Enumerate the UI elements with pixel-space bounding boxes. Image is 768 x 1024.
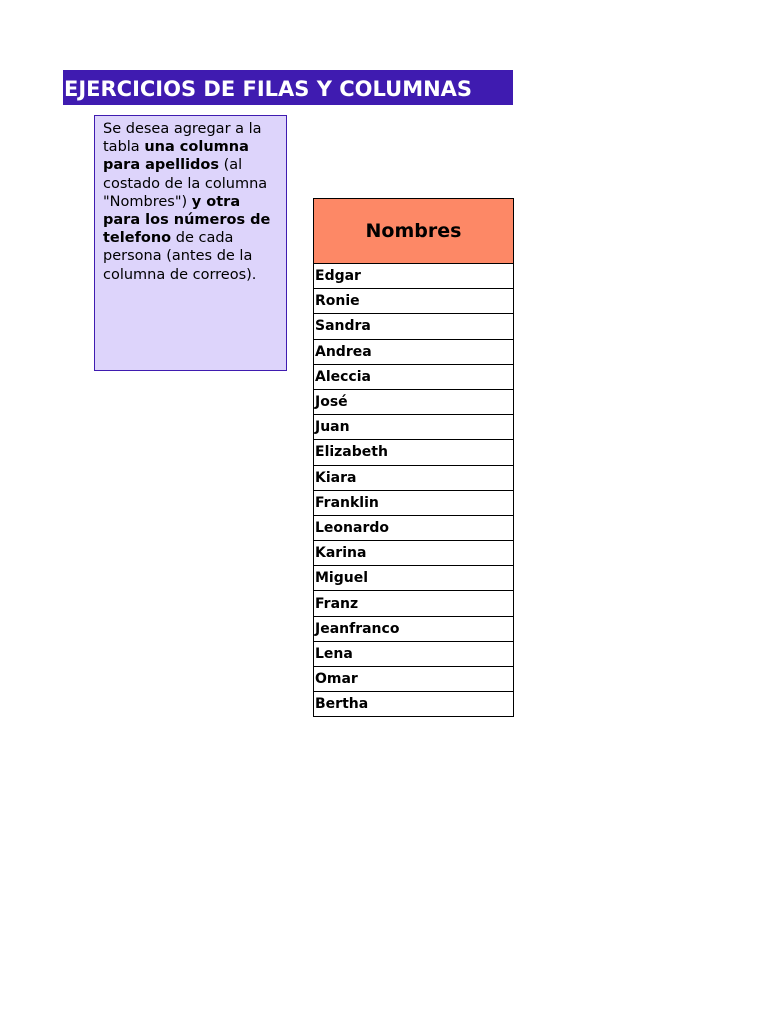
table-row <box>314 541 514 566</box>
table-row <box>314 314 514 339</box>
table-row <box>314 591 514 616</box>
name-cell: Sandra <box>314 314 514 339</box>
table-row <box>314 515 514 540</box>
table-row <box>314 566 514 591</box>
table-row <box>314 389 514 414</box>
table-row <box>314 616 514 641</box>
name-cell: Franz <box>314 591 514 616</box>
name-cell: Aleccia <box>314 364 514 389</box>
name-cell: Karina <box>314 541 514 566</box>
name-cell: Ronie <box>314 289 514 314</box>
table-header-row <box>314 199 514 264</box>
note-text-1: Se desea agregar a la tabla <box>103 121 262 156</box>
table-row <box>314 641 514 666</box>
note-bold-2: y otra para los números de telefono <box>103 193 271 247</box>
name-cell: Omar <box>314 667 514 692</box>
table-row <box>314 364 514 389</box>
table-row <box>314 667 514 692</box>
name-cell: Jeanfranco <box>314 616 514 641</box>
table-row <box>314 289 514 314</box>
table-row <box>314 465 514 490</box>
table-row <box>314 440 514 465</box>
note-text-3: de cada persona (antes de la columna de correos). <box>103 230 257 283</box>
table-row <box>314 692 514 717</box>
instruction-note <box>94 115 287 371</box>
name-cell: Lena <box>314 641 514 666</box>
note-text-2: (al costado de la columna "Nombres") <box>103 157 268 210</box>
table-row <box>314 264 514 289</box>
name-cell: Elizabeth <box>314 440 514 465</box>
table-row <box>314 339 514 364</box>
note-bold-1: una columna para apellidos <box>103 139 249 174</box>
name-cell: Franklin <box>314 490 514 515</box>
page-title: EJERCICIOS DE FILAS Y COLUMNAS <box>63 70 513 105</box>
name-cell: José <box>314 389 514 414</box>
name-cell: Bertha <box>314 692 514 717</box>
names-table <box>313 198 514 717</box>
table-row <box>314 415 514 440</box>
name-cell: Leonardo <box>314 515 514 540</box>
name-cell: Kiara <box>314 465 514 490</box>
name-cell: Miguel <box>314 566 514 591</box>
name-cell: Juan <box>314 415 514 440</box>
column-header-nombres: Nombres <box>314 199 514 264</box>
table-row <box>314 490 514 515</box>
name-cell: Edgar <box>314 264 514 289</box>
name-cell: Andrea <box>314 339 514 364</box>
